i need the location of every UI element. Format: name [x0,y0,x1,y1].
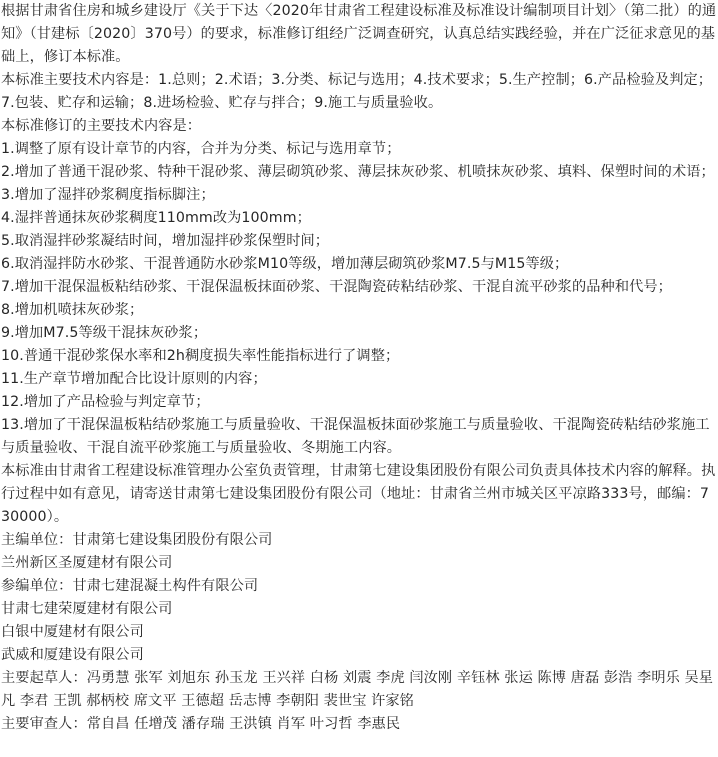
participating-unit: 武威和厦建设有限公司 [1,647,144,663]
participating-unit: 甘肃七建荣厦建材有限公司 [1,601,173,617]
revision-item: 13.增加了干混保温板粘结砂浆施工与质量验收、干混保温板抹面砂浆施工与质量验收、干混陶瓷砖粘结砂浆施工与质量验收、干混自流平砂浆施工与质量验收、冬期施工内容。 [1,417,710,456]
revision-heading: 本标准修订的主要技术内容是： [1,118,202,134]
revision-item: 1.调整了原有设计章节的内容，合并为分类、标记与选用章节； [1,141,401,157]
revision-item: 7.增加干混保温板粘结砂浆、干混保温板抹面砂浆、干混陶瓷砖粘结砂浆、干混自流平砂浆的品种和代号； [1,279,672,295]
revision-item: 9.增加M7.5等级干混抹灰砂浆； [1,325,208,341]
revision-item: 3.增加了湿拌砂浆稠度指标脚注； [1,187,215,203]
participating-unit: 白银中厦建材有限公司 [1,624,144,640]
revision-item: 5.取消湿拌砂浆凝结时间，增加湿拌砂浆保塑时间； [1,233,330,249]
revision-item: 10.普通干混砂浆保水率和2h稠度损失率性能指标进行了调整； [1,348,400,364]
participating-units-line: 参编单位：甘肃七建混凝土构件有限公司 [1,578,259,594]
revision-item: 2.增加了普通干混砂浆、特种干混砂浆、薄层砌筑砂浆、薄层抹灰砂浆、机喷抹灰砂浆、填料、保塑时间的术语； [1,164,715,180]
main-content-paragraph: 本标准主要技术内容是：1.总则；2.术语；3.分类、标记与选用；4.技术要求；5.生产控制；6.产品检验及判定；7.包装、贮存和运输；8.进场检验、贮存与拌合；9.施工与质量验收。 [1,72,713,111]
revision-item: 4.湿拌普通抹灰砂浆稠度110mm改为100mm； [1,210,311,226]
document-body [1,0,717,736]
chief-unit: 兰州新区圣厦建材有限公司 [1,555,173,571]
reviewers-paragraph: 主要审查人：常自昌 任增茂 潘存瑞 王洪镇 肖军 叶习哲 李惠民 [1,716,401,732]
revision-item: 8.增加机喷抹灰砂浆； [1,302,144,318]
revision-item: 11.生产章节增加配合比设计原则的内容； [1,371,267,387]
revision-item: 6.取消湿拌防水砂浆、干混普通防水砂浆M10等级，增加薄层砌筑砂浆M7.5与M15等级； [1,256,569,272]
intro-paragraph: 根据甘肃省住房和城乡建设厅《关于下达〈2020年甘肃省工程建设标准及标准设计编制项目计划〉（第二批）的通知》（甘建标〔2020〕370号）的要求，标准修订组经广泛调查研究，认真总结实践经验，并在广泛征求意见的基础上，修订本标准。 [1,3,717,65]
drafters-paragraph: 主要起草人：冯勇慧 张军 刘旭东 孙玉龙 王兴祥 白杨 刘震 李虎 闫汝刚 辛钰林 张运 陈博 唐磊 彭浩 李明乐 吴星凡 李君 王凯 郝柄校 席文平 王德超 岳志博 李朝阳 裴世宝 许家铭 [1,670,714,709]
revision-item: 12.增加了产品检验与判定章节； [1,394,210,410]
chief-units-line: 主编单位：甘肃第七建设集团股份有限公司 [1,532,273,548]
management-paragraph: 本标准由甘肃省工程建设标准管理办公室负责管理，甘肃第七建设集团股份有限公司负责具体技术内容的解释。执行过程中如有意见，请寄送甘肃第七建设集团股份有限公司（地址：甘肃省兰州市城关区平凉路333号，邮编：730000）。 [1,463,716,525]
